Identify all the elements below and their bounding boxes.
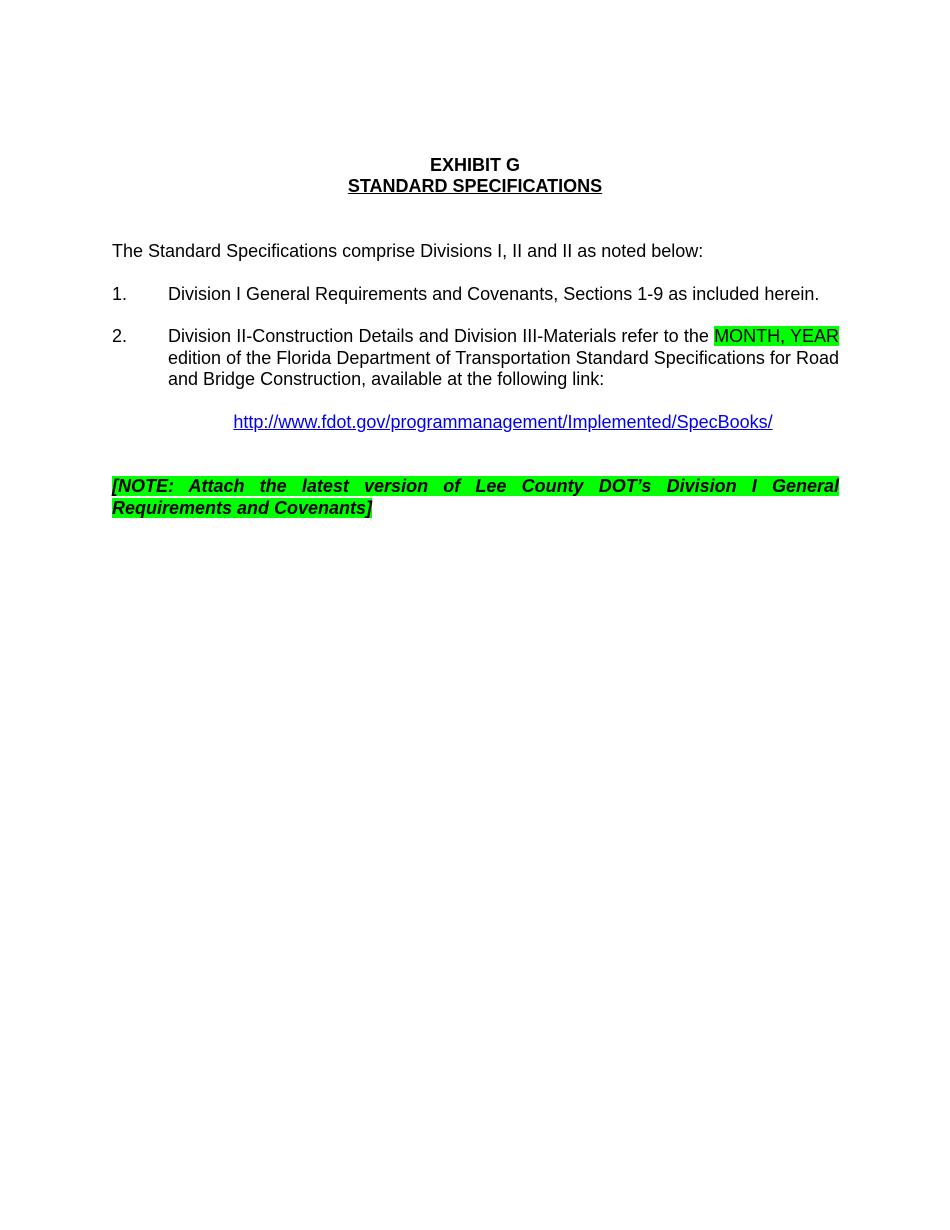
page-title: STANDARD SPECIFICATIONS <box>347 176 603 196</box>
list-item-text-before: Division II-Construction Details and Division III-Materials refer to the <box>168 326 715 346</box>
list-item-text: Division I General Requirements and Covenants, Sections 1-9 as included herein. <box>168 284 820 304</box>
fdot-specbooks-link[interactable]: http://www.fdot.gov/programmanagement/Implemented/SpecBooks/ <box>233 412 773 432</box>
list-item-number: 2. <box>112 326 128 346</box>
intro-paragraph: The Standard Specifications comprise Divisions I, II and II as noted below: <box>112 241 704 261</box>
exhibit-label: EXHIBIT G <box>429 155 520 175</box>
month-year-placeholder: MONTH, YEAR <box>714 326 840 346</box>
list-item-text-after: edition of the Florida Department of Transportation Standard Specifications for Road and Bridge Construction, available at the following link: <box>168 347 839 389</box>
note-paragraph <box>112 476 839 519</box>
list-item-number: 1. <box>112 284 128 304</box>
list-item-text <box>168 326 839 391</box>
note-text: [NOTE: Attach the latest version of Lee County DOT’s Division I General Requirements and Covenants] <box>112 476 839 518</box>
